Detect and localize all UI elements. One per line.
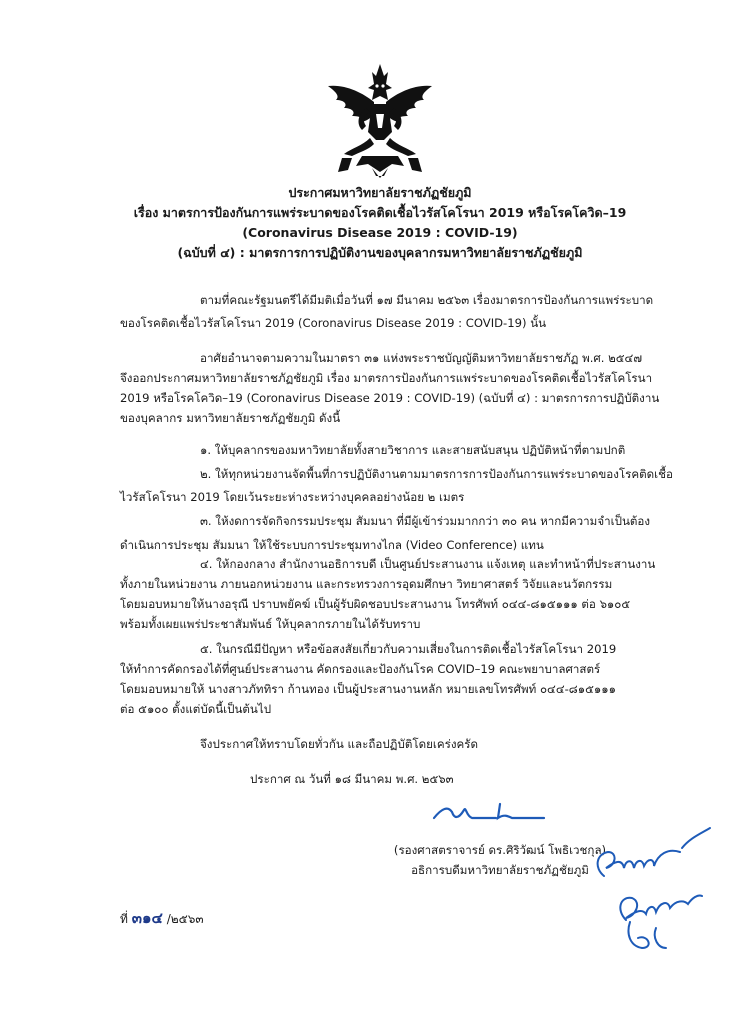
paragraph-1-line-1: ตามที่คณะรัฐมนตรีได้มีมติเมื่อวันที่ ๑๗ มีนาคม ๒๕๖๓ เรื่องมาตรการป้องกันการแพร่ระบาด — [200, 293, 654, 307]
item-2-line-1: ๒. ให้ทุกหน่วยงานจัดพื้นที่การปฏิบัติงานตามมาตรการการป้องกันการแพร่ระบาดของโรคติดเชื้อ — [200, 467, 673, 481]
paragraph-2-line-3: 2019 หรือโรคโควิด–19 (Coronavirus Disease 2019 : COVID-19) (ฉบับที่ ๔) : มาตรการการปฏิบัติงาน — [120, 391, 660, 405]
paragraph-1-line-2: ของโรคติดเชื้อไวรัสโคโรนา 2019 (Coronavirus Disease 2019 : COVID-19) นั้น — [120, 316, 547, 330]
item-2-line-2: ไวรัสโคโรนา 2019 โดยเว้นระยะห่างระหว่างบุคคลอย่างน้อย ๒ เมตร — [120, 490, 465, 504]
item-4-line-2: ทั้งภายในหน่วยงาน ภายนอกหน่วยงาน และกระทรวงการอุดมศึกษา วิทยาศาสตร์ วิจัยและนวัตกรรม — [120, 577, 613, 591]
paragraph-2-line-4: ของบุคลากร มหาวิทยาลัยราชภัฏชัยภูมิ ดังนี้ — [120, 411, 341, 425]
reference-number — [120, 906, 204, 930]
item-4-line-1: ๔. ให้กองกลาง สำนักงานอธิการบดี เป็นศูนย์ประสานงาน แจ้งเหตุ และทำหน้าที่ประสานงาน — [200, 557, 656, 571]
header-line-1: ประกาศมหาวิทยาลัยราชภัฏชัยภูมิ — [288, 185, 472, 200]
header-line-3: (Coronavirus Disease 2019 : COVID-19) — [242, 225, 518, 240]
reference-prefix: ที่ — [120, 912, 128, 926]
signer-name: (รองศาสตราจารย์ ดร.ศิริวัฒน์ โพธิเวชกุล) — [393, 843, 607, 857]
item-5-line-4: ต่อ ๕๑๐๐ ตั้งแต่บัดนี้เป็นต้นไป — [120, 702, 272, 716]
signer-block — [380, 840, 620, 880]
header-line-4: (ฉบับที่ ๔) : มาตรการการปฏิบัติงานของบุคลากรมหาวิทยาลัยราชภัฏชัยภูมิ — [177, 245, 583, 260]
item-5-line-2: ให้ทำการคัดกรองได้ที่ศูนย์ประสานงาน คัดกรองและป้องกันโรค COVID–19 คณะพยาบาลศาสตร์ — [120, 662, 601, 676]
item-3-line-1: ๓. ให้งดการจัดกิจกรรมประชุม สัมมนา ที่มีผู้เข้าร่วมมากกว่า ๓๐ คน หากมีความจำเป็นต้อง — [200, 514, 651, 528]
paragraph-2-line-2: จึงออกประกาศมหาวิทยาลัยราชภัฏชัยภูมิ เรื่อง มาตรการป้องกันการแพร่ระบาดของโรคติดเชื้อไวรัสโคโรนา — [120, 371, 653, 385]
item-4-line-4: พร้อมทั้งเผยแพร่ประชาสัมพันธ์ ให้บุคลากรภายในได้รับทราบ — [120, 617, 421, 631]
signer-position: อธิการบดีมหาวิทยาลัยราชภัฏชัยภูมิ — [411, 863, 589, 877]
reference-number-value: ๓๑๔ — [131, 909, 163, 927]
item-5-line-1: ๕. ในกรณีมีปัญหา หรือข้อสงสัยเกี่ยวกับความเสี่ยงในการติดเชื้อไวรัสโคโรนา 2019 — [200, 642, 617, 656]
reference-suffix: /๒๕๖๓ — [166, 912, 204, 926]
announcement-header — [60, 183, 700, 263]
header-line-2: เรื่อง มาตรการป้องกันการแพร่ระบาดของโรคติดเชื้อไวรัสโคโรนา 2019 หรือโรคโควิด–19 — [133, 205, 627, 220]
announce-date: ประกาศ ณ วันที่ ๑๘ มีนาคม พ.ศ. ๒๕๖๓ — [250, 772, 454, 786]
item-4-line-3: โดยมอบหมายให้นางอรุณี ปราบพยัคฆ์ เป็นผู้รับผิดชอบประสานงาน โทรศัพท์ ๐๔๔-๘๑๕๑๑๑ ต่อ ๖๑๐๕ — [120, 597, 631, 611]
item-3-line-2: ดำเนินการประชุม สัมมนา ให้ใช้ระบบการประชุมทางไกล (Video Conference) แทน — [120, 538, 544, 552]
garuda-emblem-icon — [322, 62, 438, 180]
item-5-line-3: โดยมอบหมายให้ นางสาวภัททิรา ก้านทอง เป็นผู้ประสานงานหลัก หมายเลขโทรศัพท์ ๐๔๔-๘๑๕๑๑๑ — [120, 682, 616, 696]
paragraph-2-line-1: อาศัยอำนาจตามความในมาตรา ๓๑ แห่งพระราชบัญญัติมหาวิทยาลัยราชภัฏ พ.ศ. ๒๕๔๗ — [200, 351, 643, 365]
item-1-line-1: ๑. ให้บุคลากรของมหาวิทยาลัยทั้งสายวิชาการ และสายสนับสนุน ปฏิบัติหน้าที่ตามปกติ — [200, 443, 626, 457]
closing-line: จึงประกาศให้ทราบโดยทั่วกัน และถือปฏิบัติโดยเคร่งครัด — [200, 737, 479, 751]
signature-mark-icon — [428, 796, 548, 830]
handwritten-signature-icon — [586, 818, 716, 968]
